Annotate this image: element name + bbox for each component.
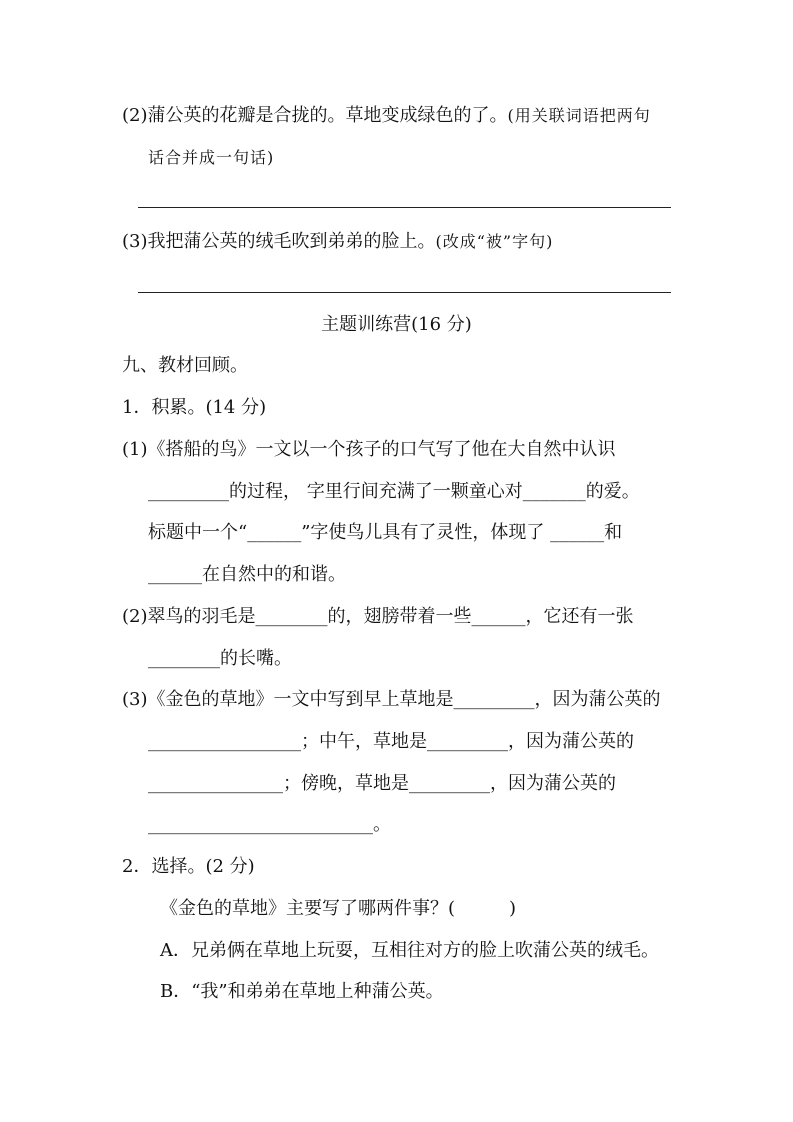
item-1-line-1: (1)《搭船的鸟》一文以一个孩子的口气写了他在大自然中认识: [122, 439, 616, 460]
item-1-line-4: ______在自然中的和谐。: [148, 564, 346, 585]
item-3-line-3: _______________；傍晚，草地是_________，因为蒲公英的: [148, 773, 616, 794]
question-3-hint: (改成“被”字句): [435, 232, 554, 251]
choice-question: 《金色的草地》主要写了哪两件事？( ): [160, 898, 517, 919]
section-title: 主题训练营(16 分): [321, 314, 472, 335]
section-heading: 九、教材回顾。: [122, 355, 248, 376]
item-2-line-1: (2)翠鸟的羽毛是________的，翅膀带着一些______，它还有一张: [122, 606, 634, 627]
question-2-hint: (用关联词语把两句: [507, 106, 651, 125]
part-1-heading: 1．积累。(14 分): [122, 397, 267, 418]
answer-line-question-2: [138, 207, 671, 208]
answer-line-question-3: [138, 292, 671, 293]
question-2-text: (2)蒲公英的花瓣是合拢的。草地变成绿色的了。: [122, 105, 508, 126]
item-3-line-2: _________________；中午，草地是_________，因为蒲公英的: [148, 731, 634, 752]
part-2-heading: 2．选择。(2 分): [122, 856, 255, 877]
item-2-line-2: ________的长嘴。: [148, 648, 292, 669]
question-2-line-1: [122, 104, 651, 128]
option-b: B．“我”和弟弟在草地上种蒲公英。: [160, 981, 444, 1002]
item-1-line-3: 标题中一个“______”字使鸟儿具有了灵性，体现了 ______和: [148, 522, 623, 543]
item-3-line-4: _________________________。: [148, 814, 391, 835]
item-1-line-2: _________的过程， 字里行间充满了一颗童心对_______的爱。: [148, 481, 640, 502]
question-2-hint-continued: 话合并成一句话): [148, 148, 275, 167]
item-3-line-1: (3)《金色的草地》一文中写到早上草地是_________，因为蒲公英的: [122, 689, 661, 710]
question-3-line: [122, 230, 553, 254]
question-3-text: (3)我把蒲公英的绒毛吹到弟弟的脸上。: [122, 231, 436, 252]
option-a: A．兄弟俩在草地上玩耍，互相往对方的脸上吹蒲公英的绒毛。: [160, 940, 659, 961]
